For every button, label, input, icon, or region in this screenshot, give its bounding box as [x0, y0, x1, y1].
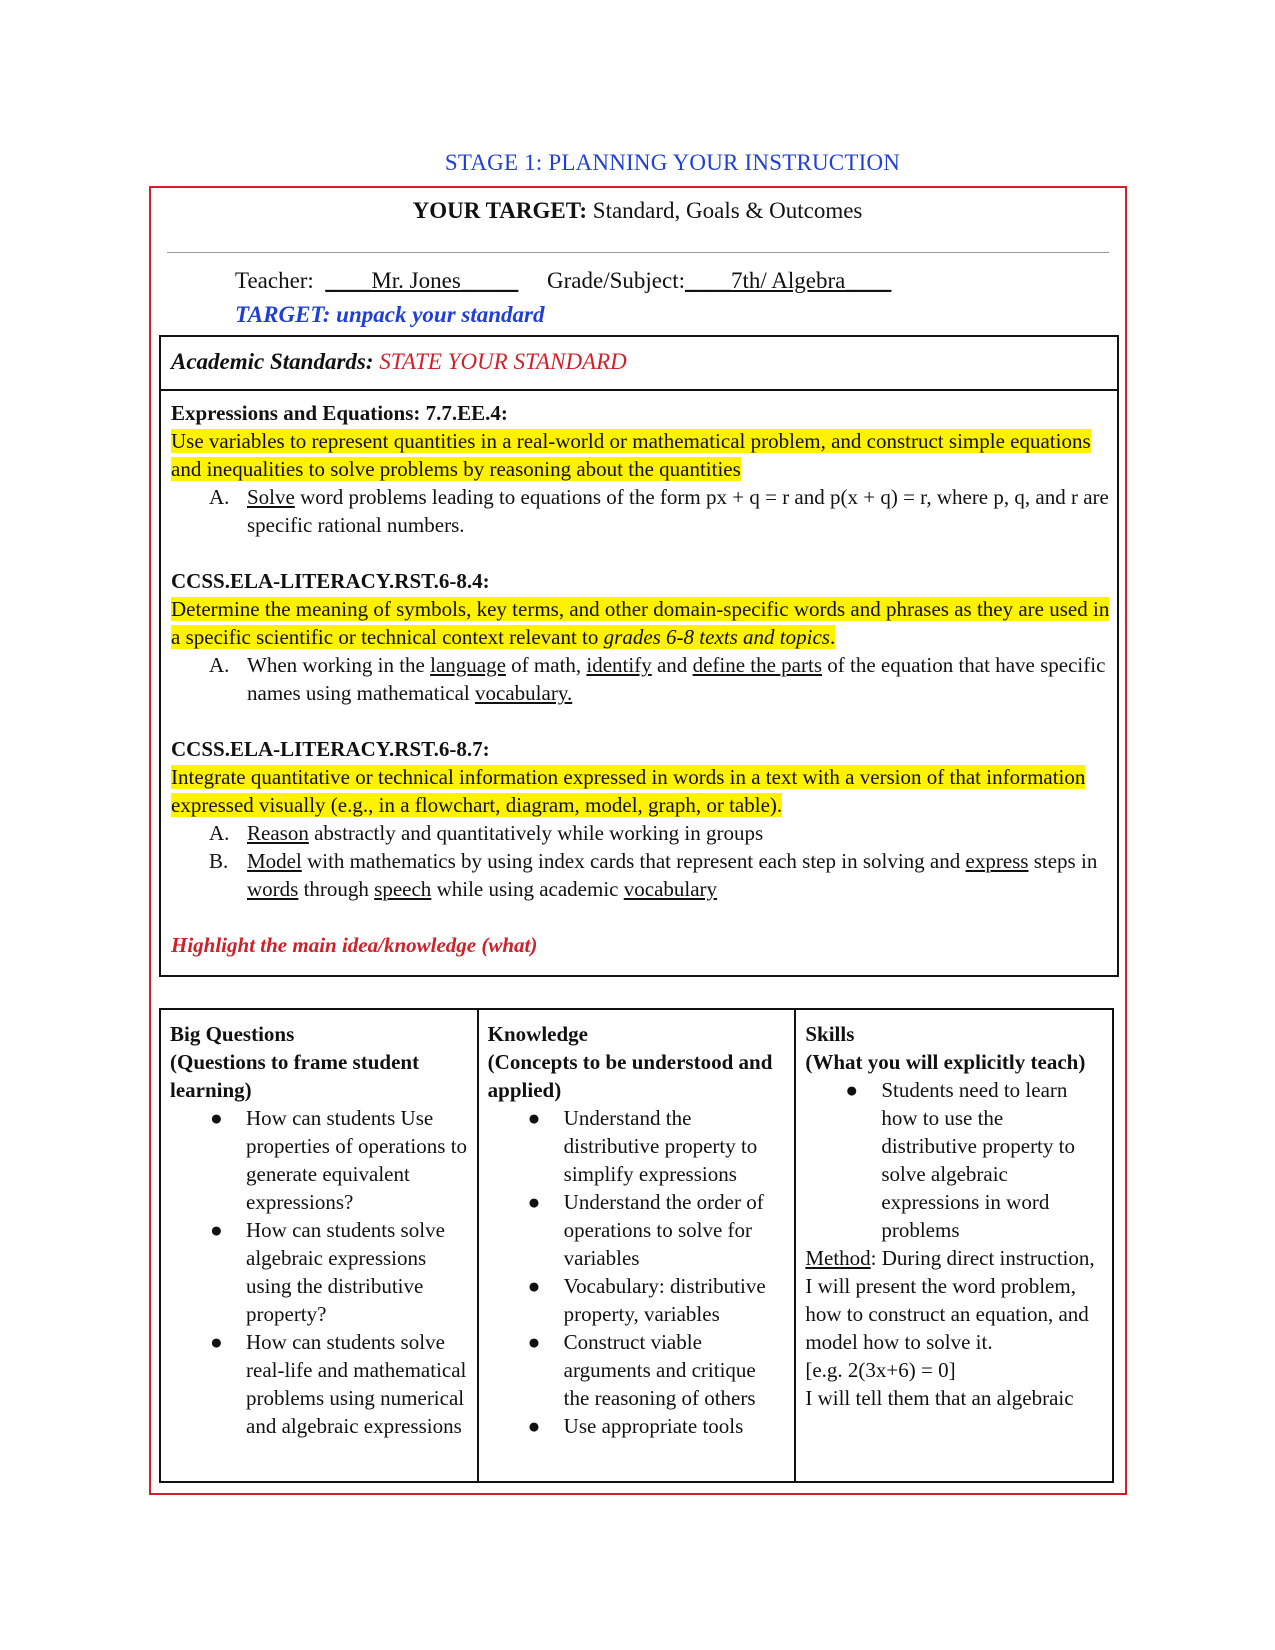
bullet-text: Construct viable arguments and critique the reasoning of others: [563, 1330, 756, 1410]
bullet-item: [488, 1412, 786, 1440]
bullet-icon: ●: [527, 1414, 541, 1438]
bullet-text: Understand the order of operations to solve for variables: [563, 1190, 764, 1270]
bullet-icon: ●: [210, 1218, 223, 1242]
underlined-term: language: [430, 653, 506, 677]
bullet-icon: ●: [527, 1106, 541, 1130]
bullet-icon: ●: [210, 1330, 223, 1354]
bullet-icon: ●: [845, 1078, 859, 1102]
bullet-text: Vocabulary: distributive property, variables: [563, 1274, 766, 1326]
subitem-text: of math,: [505, 653, 587, 677]
underlined-term: express: [965, 849, 1029, 873]
standard-highlight-end: .: [829, 625, 836, 649]
subitem-label: A.: [209, 653, 230, 677]
standard-subitem: [171, 847, 1111, 903]
subitem-text: through: [298, 877, 375, 901]
subitem-label: B.: [209, 849, 229, 873]
standards-body: [171, 399, 1111, 959]
bullet-item: [170, 1328, 468, 1440]
grade-subject-value: ____7th/ Algebra____: [685, 268, 892, 293]
column-heading: Big Questions: [170, 1022, 295, 1046]
grade-subject-label: Grade/Subject:: [518, 268, 685, 293]
target-heading-rest: Standard, Goals & Outcomes: [587, 198, 863, 223]
bullet-icon: ●: [527, 1274, 541, 1298]
state-standard: STATE YOUR STANDARD: [373, 349, 627, 374]
subitem-text: of the equation that have specific names using mathematical: [247, 653, 1106, 705]
underlined-term: Model: [247, 849, 302, 873]
bullet-text: How can students solve real-life and mathematical problems using numerical and algebraic expressions: [246, 1330, 467, 1438]
target-unpack: TARGET: unpack your standard: [235, 302, 545, 327]
underlined-term: vocabulary.: [475, 681, 573, 705]
standard-title: CCSS.ELA-LITERACY.RST.6-8.4:: [171, 569, 490, 593]
bullet-text: Students need to learn how to use the distributive property to solve algebraic expressions in word problems: [881, 1078, 1075, 1242]
example-equation: [e.g. 2(3x+6) = 0]: [805, 1358, 956, 1382]
underlined-term: identify: [586, 653, 652, 677]
underlined-term: words: [247, 877, 299, 901]
underlined-term: speech: [374, 877, 432, 901]
stage-title: STAGE 1: PLANNING YOUR INSTRUCTION: [444, 150, 901, 175]
standard-highlight: Use variables to represent quantities in a real-world or mathematical problem, and construct simple equations and inequalities to solve problems by reasoning about the quantities: [171, 429, 1091, 481]
knowledge-column: [477, 1010, 795, 1481]
skills-tail: I will tell them that an algebraic: [805, 1386, 1074, 1410]
underlined-term: Reason: [247, 821, 309, 845]
bullet-icon: ●: [210, 1106, 223, 1130]
subitem-text: with mathematics by using index cards that represent each step in solving and: [301, 849, 966, 873]
teacher-line: [235, 268, 891, 294]
standard-highlight: Integrate quantitative or technical information expressed in words in a text with a version of that information expressed visually (e.g., in a flowchart, diagram, model, graph, or table).: [171, 765, 1086, 817]
subitem-text: while using academic: [431, 877, 624, 901]
bullet-item: [170, 1104, 468, 1216]
subitem-text: abstractly and quantitatively while working in groups: [308, 821, 764, 845]
subitem-text: steps in: [1028, 849, 1098, 873]
subitem-text: word problems leading to equations of the form px + q = r and p(x + q) = r, where p, q, and r are specific rational numbers.: [247, 485, 1109, 537]
column-subheading: (Concepts to be understood and applied): [487, 1050, 773, 1102]
bullet-text: Understand the distributive property to simplify expressions: [563, 1106, 758, 1186]
target-heading-bold: YOUR TARGET:: [412, 198, 588, 223]
bullet-item: [805, 1076, 1103, 1244]
method-text: [805, 1244, 1103, 1356]
standards-label: Academic Standards:: [171, 349, 374, 374]
bullet-text: How can students solve algebraic expressions using the distributive property?: [246, 1218, 445, 1326]
standard-subitem: [171, 651, 1111, 707]
questions-knowledge-skills-table: [159, 1008, 1114, 1483]
bullet-item: [488, 1188, 786, 1272]
subitem-text: and: [651, 653, 693, 677]
column-heading: Skills: [805, 1022, 855, 1046]
standards-box: [159, 335, 1119, 977]
bullet-item: [488, 1104, 786, 1188]
bullet-text: How can students Use properties of operations to generate equivalent expressions?: [246, 1106, 468, 1214]
bullet-item: [488, 1272, 786, 1328]
standard-text: [171, 427, 1111, 483]
standard-title: Expressions and Equations: 7.7.EE.4:: [171, 401, 508, 425]
method-body: : During direct instruction, I will present the word problem, how to construct an equation, and model how to solve it.: [805, 1246, 1095, 1354]
bullet-item: [488, 1328, 786, 1412]
column-heading: Knowledge: [487, 1022, 589, 1046]
standard-subitem: [171, 483, 1111, 539]
column-subheading: (What you will explicitly teach): [805, 1050, 1086, 1074]
standard-text: [171, 763, 1111, 819]
bullet-text: Use appropriate tools: [563, 1414, 744, 1438]
subitem-label: A.: [209, 485, 230, 509]
teacher-label: Teacher:: [235, 268, 326, 293]
column-subheading: (Questions to frame student learning): [170, 1050, 420, 1102]
spacer: [171, 707, 1111, 735]
underlined-term: vocabulary: [623, 877, 718, 901]
standard-subitem: [171, 819, 1111, 847]
skills-column: [794, 1010, 1112, 1481]
teacher-name: ____Mr. Jones_____: [325, 268, 519, 293]
method-label: Method: [805, 1246, 871, 1270]
spacer: [171, 539, 1111, 567]
target-heading: [0, 198, 1275, 224]
divider: [167, 252, 1109, 253]
standard-highlight: Determine the meaning of symbols, key terms, and other domain-specific words and phrases as they are used in a specific scientific or technical context relevant to: [171, 597, 1110, 649]
subitem-text: When working in the: [247, 653, 431, 677]
underlined-term: Solve: [247, 485, 295, 509]
highlight-note: Highlight the main idea/knowledge (what): [171, 933, 538, 957]
subitem-label: A.: [209, 821, 230, 845]
standard-highlight-italic: grades 6-8 texts and topics: [603, 625, 830, 649]
bullet-icon: ●: [527, 1330, 541, 1354]
big-questions-column: [161, 1010, 477, 1481]
standards-header: [161, 337, 1117, 391]
standard-text: [171, 595, 1111, 651]
underlined-term: define the parts: [692, 653, 823, 677]
bullet-item: [170, 1216, 468, 1328]
bullet-icon: ●: [527, 1190, 541, 1214]
standard-title: CCSS.ELA-LITERACY.RST.6-8.7:: [171, 737, 490, 761]
